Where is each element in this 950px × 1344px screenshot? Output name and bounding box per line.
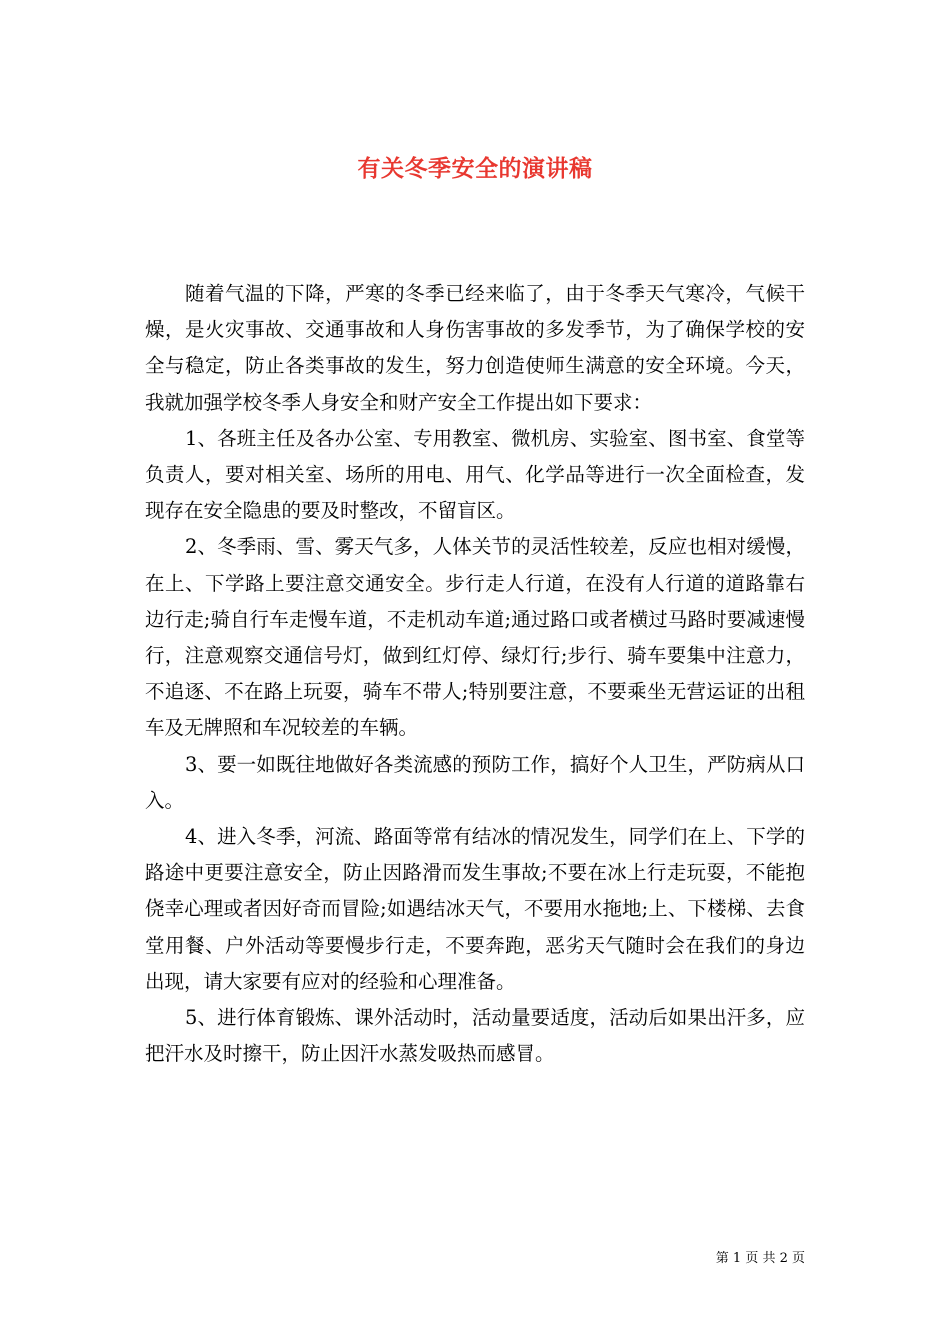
document-body [145,276,805,1072]
paragraph-item-2: 2、冬季雨、雪、雾天气多，人体关节的灵活性较差，反应也相对缓慢，在上、下学路上要注意交通安全。步行走人行道，在没有人行道的道路靠右边行走;骑自行车走慢车道，不走机动车道;通过路口或者横过马路时要减速慢行，注意观察交通信号灯，做到红灯停、绿灯行;步行、骑车要集中注意力，不追逐、不在路上玩耍，骑车不带人;特别要注意，不要乘坐无营运证的出租车及无牌照和车况较差的车辆。 [145,535,805,740]
paragraph-item-1: 1、各班主任及各办公室、专用教室、微机房、实验室、图书室、食堂等负责人，要对相关室、场所的用电、用气、化学品等进行一次全面检查，发现存在安全隐患的要及时整改，不留盲区。 [145,426,805,523]
page-title: 有关冬季安全的演讲稿 [357,155,593,183]
paragraph-item-3: 3、要一如既往地做好各类流感的预防工作，搞好个人卫生，严防病从口入。 [145,752,805,812]
paragraph-item-5: 5、进行体育锻炼、课外活动时，活动量要适度，活动后如果出汗多，应把汗水及时擦干，防止因汗水蒸发吸热而感冒。 [145,1006,805,1066]
paragraph-intro: 随着气温的下降，严寒的冬季已经来临了，由于冬季天气寒冷，气候干燥，是火灾事故、交通事故和人身伤害事故的多发季节，为了确保学校的安全与稳定，防止各类事故的发生，努力创造使师生满意的安全环境。今天，我就加强学校冬季人身安全和财产安全工作提出如下要求： [145,282,805,414]
paragraph-item-4: 4、进入冬季，河流、路面等常有结冰的情况发生，同学们在上、下学的路途中更要注意安全，防止因路滑而发生事故;不要在冰上行走玩耍，不能抱侥幸心理或者因好奇而冒险;如遇结冰天气，不要用水拖地;上、下楼梯、去食堂用餐、户外活动等要慢步行走，不要奔跑，恶劣天气随时会在我们的身边出现，请大家要有应对的经验和心理准备。 [145,825,805,993]
page-number-footer: 第 1 页 共 2 页 [715,1251,805,1266]
